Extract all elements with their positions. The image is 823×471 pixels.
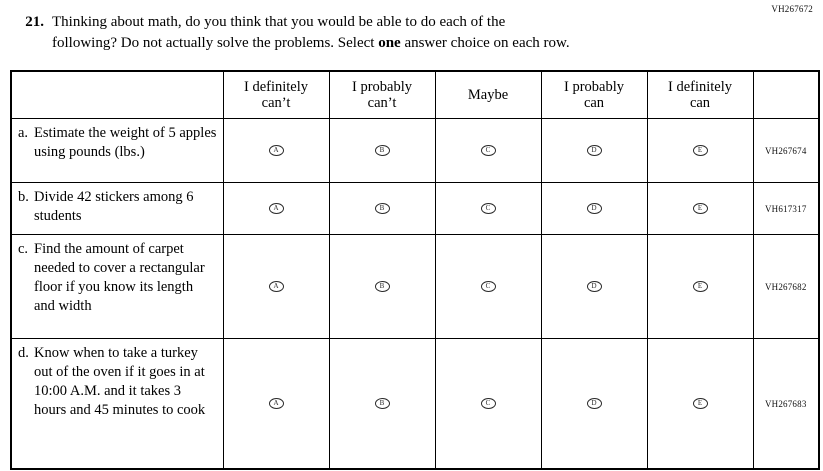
bubble-icon[interactable]: E [693, 281, 708, 292]
radio-d-probably-cant[interactable] [329, 339, 435, 470]
row-letter: b. [18, 189, 29, 205]
radio-d-probably-can[interactable] [541, 339, 647, 470]
header-option-maybe [435, 71, 541, 119]
question-line-1: Thinking about math, do you think that you would be able to do each of the [52, 14, 506, 30]
question-line-2 [52, 33, 570, 54]
header-blank-id [753, 71, 819, 119]
row-item-id: VH267674 [753, 119, 819, 183]
bubble-icon[interactable]: A [269, 281, 284, 292]
question-prompt [18, 12, 778, 54]
bubble-icon[interactable]: E [693, 398, 708, 409]
bubble-icon[interactable]: A [269, 145, 284, 156]
radio-a-probably-can[interactable] [541, 119, 647, 183]
row-letter: c. [18, 241, 29, 257]
radio-a-maybe[interactable] [435, 119, 541, 183]
question-number: 21. [25, 14, 44, 30]
header-option-probably-cant [329, 71, 435, 119]
radio-b-definitely-cant[interactable] [223, 183, 329, 235]
question-line-2-post: answer choice on each row. [400, 35, 570, 51]
header-line-1: I probably [352, 79, 412, 95]
radio-c-maybe[interactable] [435, 235, 541, 339]
table-row [11, 183, 819, 235]
bubble-icon[interactable]: E [693, 203, 708, 214]
bubble-icon[interactable]: B [375, 145, 390, 156]
radio-b-definitely-can[interactable] [647, 183, 753, 235]
radio-d-definitely-cant[interactable] [223, 339, 329, 470]
radio-c-definitely-cant[interactable] [223, 235, 329, 339]
bubble-icon[interactable]: A [269, 203, 284, 214]
row-item-id: VH617317 [753, 183, 819, 235]
bubble-icon[interactable]: D [587, 281, 602, 292]
row-text: Find the amount of carpet needed to cover a rectangular floor if you know its length and width [34, 241, 205, 314]
radio-b-probably-cant[interactable] [329, 183, 435, 235]
question-emphasis: one [378, 35, 401, 51]
radio-b-maybe[interactable] [435, 183, 541, 235]
row-stem-d [11, 339, 223, 470]
bubble-icon[interactable]: D [587, 398, 602, 409]
bubble-icon[interactable]: A [269, 398, 284, 409]
table-row [11, 119, 819, 183]
radio-c-probably-cant[interactable] [329, 235, 435, 339]
radio-a-probably-cant[interactable] [329, 119, 435, 183]
page-item-id: VH267672 [771, 4, 813, 14]
bubble-icon[interactable]: B [375, 398, 390, 409]
row-stem-a [11, 119, 223, 183]
header-option-probably-can [541, 71, 647, 119]
row-letter: d. [18, 345, 29, 361]
radio-c-definitely-can[interactable] [647, 235, 753, 339]
row-text: Estimate the weight of 5 apples using pounds (lbs.) [34, 125, 217, 160]
header-line-1: I definitely [667, 79, 733, 95]
table-row [11, 339, 819, 470]
radio-a-definitely-cant[interactable] [223, 119, 329, 183]
header-line-1: I probably [564, 79, 624, 95]
header-line-1: I definitely [243, 79, 309, 95]
bubble-icon[interactable]: C [481, 145, 496, 156]
radio-a-definitely-can[interactable] [647, 119, 753, 183]
row-text: Know when to take a turkey out of the oven if it goes in at 10:00 A.M. and it takes 3 hours and 45 minutes to cook [34, 345, 206, 418]
bubble-icon[interactable]: C [481, 281, 496, 292]
radio-d-maybe[interactable] [435, 339, 541, 470]
bubble-icon[interactable]: C [481, 203, 496, 214]
bubble-icon[interactable]: D [587, 203, 602, 214]
question-text [52, 12, 570, 54]
header-line-2: can [689, 95, 711, 111]
bubble-icon[interactable]: B [375, 203, 390, 214]
header-line-1: Maybe [467, 87, 509, 103]
bubble-icon[interactable]: E [693, 145, 708, 156]
response-matrix [10, 70, 820, 470]
radio-d-definitely-can[interactable] [647, 339, 753, 470]
header-option-definitely-can [647, 71, 753, 119]
table-row [11, 235, 819, 339]
radio-c-probably-can[interactable] [541, 235, 647, 339]
row-stem-c [11, 235, 223, 339]
row-letter: a. [18, 125, 29, 141]
bubble-icon[interactable]: D [587, 145, 602, 156]
radio-b-probably-can[interactable] [541, 183, 647, 235]
matrix-header-row [11, 71, 819, 119]
bubble-icon[interactable]: B [375, 281, 390, 292]
header-option-definitely-cant [223, 71, 329, 119]
bubble-icon[interactable]: C [481, 398, 496, 409]
row-item-id: VH267682 [753, 235, 819, 339]
question-line-2-pre: following? Do not actually solve the problems. Select [52, 35, 379, 51]
row-item-id: VH267683 [753, 339, 819, 470]
row-stem-b [11, 183, 223, 235]
header-line-2: can’t [367, 95, 397, 111]
header-line-2: can [583, 95, 605, 111]
row-text: Divide 42 stickers among 6 students [34, 189, 194, 224]
header-line-2: can’t [261, 95, 291, 111]
header-blank-stem [11, 71, 223, 119]
